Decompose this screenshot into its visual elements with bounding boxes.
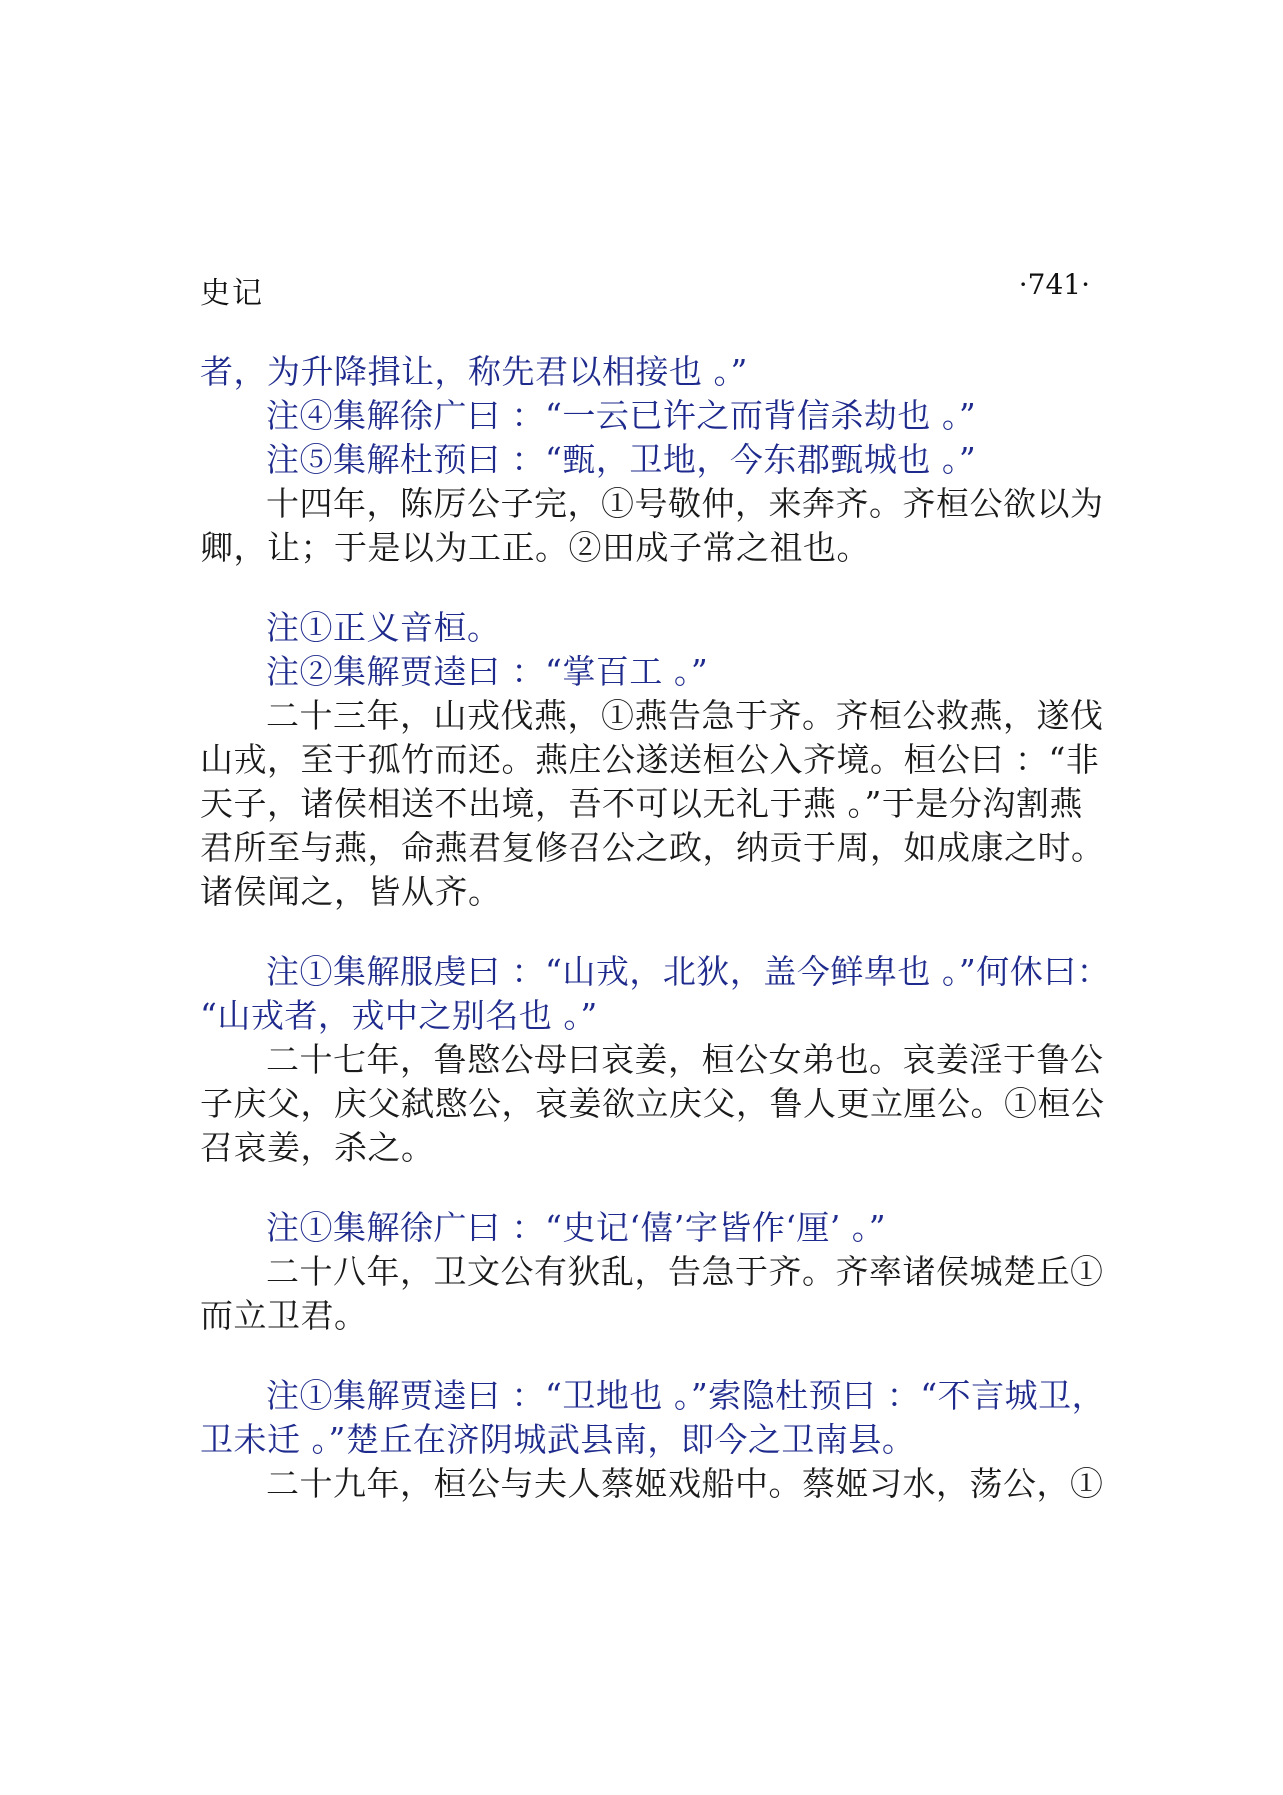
text-line: 诸侯闻之，皆从齐。 [200,872,502,911]
annotation-paragraph [200,1374,1106,1462]
annotation-paragraph [200,1206,1098,1250]
text-line: 天子，诸侯相送不出境，吾不可以无礼于燕 。”于是分沟割燕 [200,784,1083,823]
annotation-paragraph [200,650,1098,694]
text-line: 二十三年，山戎伐燕，①燕告急于齐。齐桓公救燕，遂伐 [266,696,1104,735]
text-line: 山戎，至于孤竹而还。燕庄公遂送桓公入齐境。桓公曰 ：“非 [200,740,1100,779]
annotation-line: 注①集解服虔曰 ：“山戎，北狄，盖今鲜卑也 。”何休曰： [266,952,1111,991]
annotation-line: 注④集解徐广曰 ：“一云已许之而背信杀劫也 。” [266,396,977,435]
text-line: 君所至与燕，命燕君复修召公之政，纳贡于周，如成康之时。 [200,828,1105,867]
annotation-line: 注①集解徐广曰 ：“史记‘僖’字皆作‘厘’ 。” [266,1208,887,1247]
text-paragraph [200,1250,1104,1338]
text-line: 召哀姜，杀之。 [200,1128,435,1167]
annotation-paragraph [200,394,1098,438]
text-line: 卿，让；于是以为工正。②田成子常之祖也。 [200,528,870,567]
text-paragraph [200,694,1105,914]
page-number: ·741· [1018,268,1090,301]
paragraph-gap [200,914,1098,950]
paragraph-gap [200,1338,1098,1374]
annotation-paragraph [200,350,1098,394]
annotation-line: 注①集解贾逵曰 ：“卫地也 。”索隐杜预曰 ：“不言城卫， [266,1376,1106,1415]
paragraph-gap [200,1170,1098,1206]
text-line: 十四年，陈厉公子完，①号敬仲，来奔齐。齐桓公欲以为 [266,484,1104,523]
annotation-line: 注①正义音桓。 [266,608,501,647]
annotation-paragraph [200,606,1098,650]
page-header [200,268,1090,312]
annotation-line: “山戎者，戎中之别名也 。” [200,996,598,1035]
text-paragraph [200,482,1104,570]
annotation-line: 者，为升降揖让，称先君以相接也 。” [200,352,748,391]
annotation-line: 卫未迁 。”楚丘在济阴城武县南，即今之卫南县。 [200,1420,916,1459]
annotation-line: 注②集解贾逵曰 ：“掌百工 。” [266,652,709,691]
annotation-line: 注⑤集解杜预曰 ：“甄，卫地，今东郡甄城也 。” [266,440,977,479]
text-line: 二十九年，桓公与夫人蔡姬戏船中。蔡姬习水，荡公，① [266,1464,1104,1503]
annotation-paragraph [200,438,1098,482]
text-line: 二十七年，鲁愍公母曰哀姜，桓公女弟也。哀姜淫于鲁公 [266,1040,1104,1079]
text-paragraph [200,1462,1104,1506]
text-line: 而立卫君。 [200,1296,368,1335]
text-paragraph [200,1038,1105,1170]
annotation-paragraph [200,950,1111,1038]
text-line: 二十八年，卫文公有狄乱，告急于齐。齐率诸侯城楚丘① [266,1252,1104,1291]
page-body [200,350,1111,1506]
paragraph-gap [200,570,1098,606]
text-line: 子庆父，庆父弑愍公，哀姜欲立庆父，鲁人更立厘公。①桓公 [200,1084,1105,1123]
book-title: 史记 [200,276,264,311]
